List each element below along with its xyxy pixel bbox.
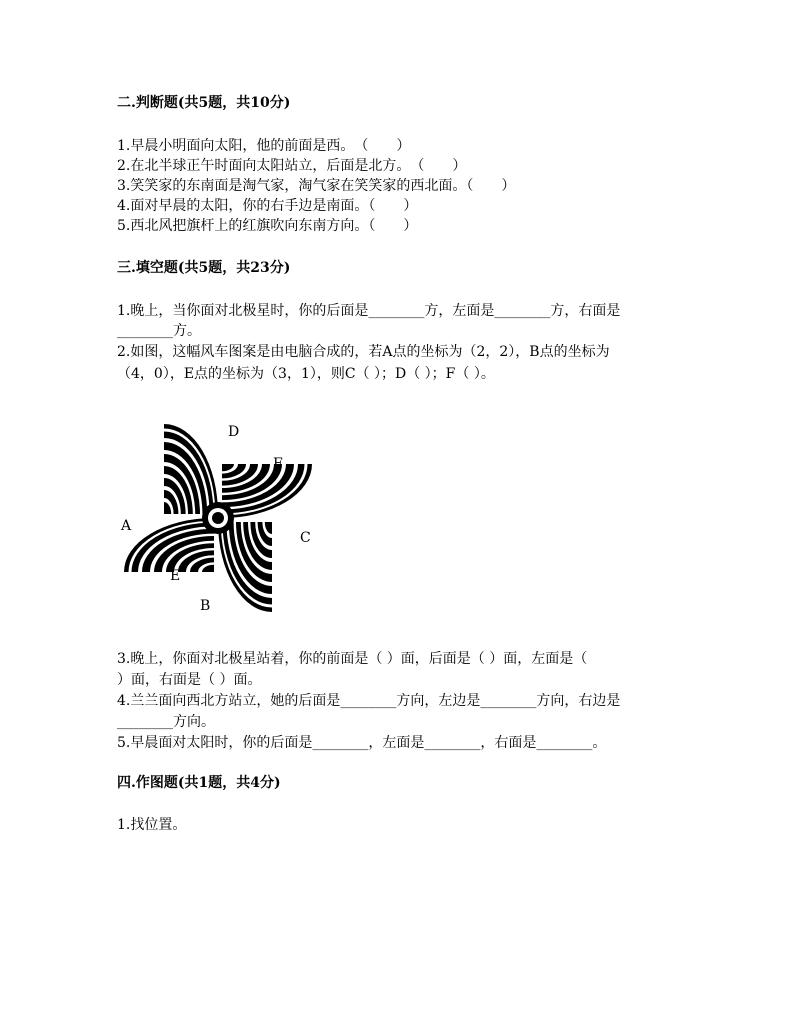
- judge-question-3: 3.笑笑家的东南面是淘气家，淘气家在笑笑家的西北面。（ ）: [117, 178, 516, 194]
- fill-question-3-line-1: 3.晚上，你面对北极星站着，你的前面是（ ）面，后面是（ ）面，左面是（: [117, 651, 588, 667]
- windmill-blade-top: [164, 424, 218, 514]
- fill-question-1-line-2: ________方。: [117, 323, 201, 339]
- figure-label-b: B: [200, 598, 211, 614]
- draw-question-1: 1.找位置。: [117, 817, 187, 833]
- windmill-blade-bottom: [218, 522, 272, 612]
- fill-question-1-line-1: 1.晚上，当你面对北极星时，你的后面是________方，左面是________方，右面是: [117, 303, 621, 319]
- windmill-blade-right: [222, 464, 312, 518]
- windmill-blade-left: [124, 518, 214, 572]
- section-title-draw: 四.作图题(共1题，共4分): [117, 775, 281, 791]
- figure-label-d: D: [228, 424, 240, 440]
- fill-question-5: 5.早晨面对太阳时，你的后面是________，左面是________，右面是________。: [117, 735, 607, 751]
- windmill-figure: [110, 412, 330, 622]
- judge-question-4: 4.面对早晨的太阳，你的右手边是南面。（ ）: [117, 198, 418, 214]
- judge-question-5: 5.西北风把旗杆上的红旗吹向东南方向。（ ）: [117, 218, 418, 234]
- section-title-judge: 二.判断题(共5题，共10分): [117, 95, 291, 111]
- fill-question-2-line-2: （4，0），E点的坐标为（3，1），则C（ ）；D（ ）；F（ ）。: [117, 366, 495, 382]
- section-title-fill: 三.填空题(共5题，共23分): [117, 260, 291, 276]
- fill-question-4-line-1: 4.兰兰面向西北方站立，她的后面是________方向，左边是________方向，右边是: [117, 693, 621, 709]
- judge-question-2: 2.在北半球正午时面向太阳站立，后面是北方。 （ ）: [117, 158, 467, 174]
- figure-label-c: C: [300, 530, 311, 546]
- fill-question-2-line-1: 2.如图，这幅风车图案是由电脑合成的，若A点的坐标为（2，2），B点的坐标为: [117, 344, 610, 360]
- figure-label-e: E: [170, 568, 181, 584]
- figure-label-a: A: [121, 518, 132, 534]
- fill-question-3-line-2: ）面，右面是（ ）面。: [117, 672, 262, 688]
- windmill-hub-center: [212, 512, 224, 524]
- judge-question-1: 1.早晨小明面向太阳，他的前面是西。 （ ）: [117, 138, 411, 154]
- figure-label-f: F: [273, 456, 283, 472]
- fill-question-4-line-2: ________方向。: [117, 714, 215, 730]
